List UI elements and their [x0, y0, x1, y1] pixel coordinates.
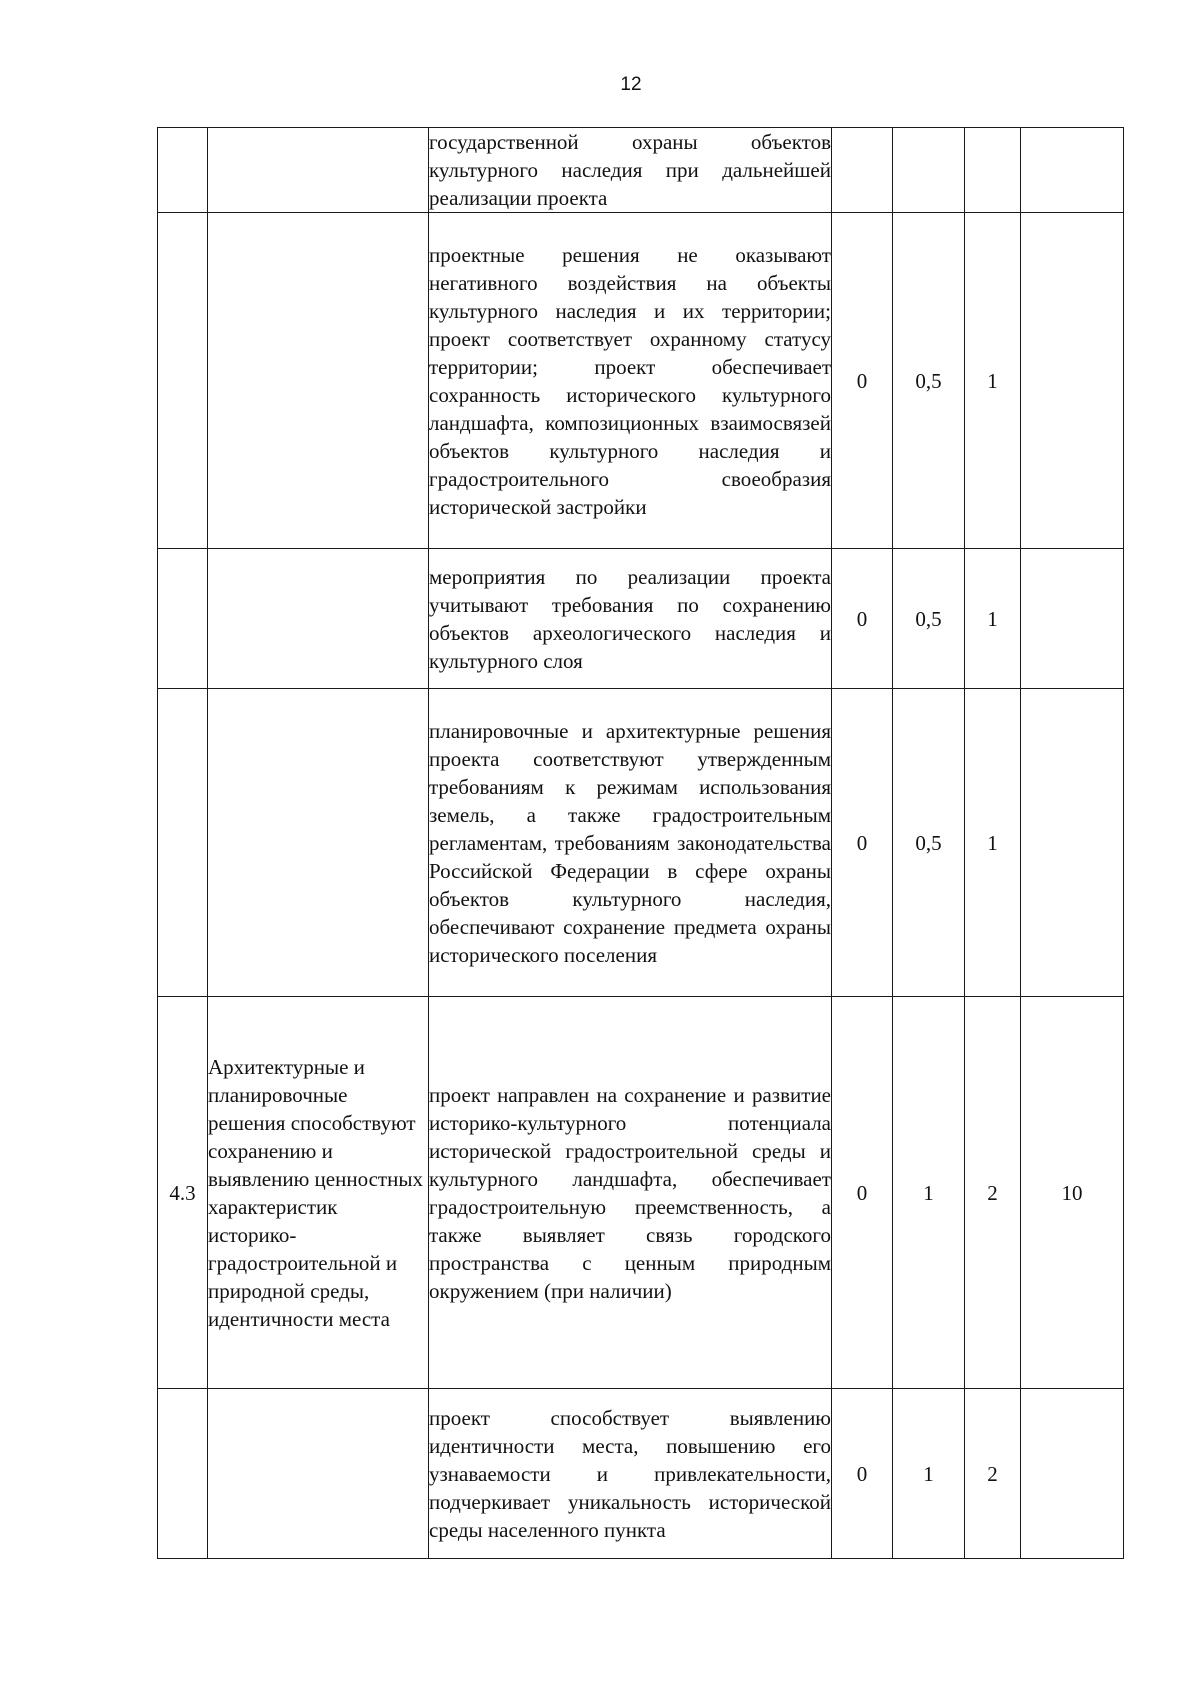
score-min: 0	[832, 1389, 893, 1559]
criterion-description: проект направлен на сохранение и развитие историко-культурного потенциала исторической градостроительной среды и культурного ландшафта, обеспечивает градостроительную преемственность, а также выявляет связь городского пространства с ценным природным окружением (при наличии)	[429, 997, 832, 1389]
max-points	[1021, 213, 1124, 549]
table-row	[158, 1389, 1124, 1559]
criterion-description: проект способствует выявлению идентичности места, повышению его узнаваемости и привлекательности, подчеркивает уникальность исторической среды населенного пункта	[429, 1389, 832, 1559]
max-points	[1021, 1389, 1124, 1559]
score-min: 0	[832, 213, 893, 549]
score-min	[832, 128, 893, 213]
criterion-name	[208, 213, 429, 549]
score-max	[965, 128, 1021, 213]
max-points	[1021, 549, 1124, 689]
table-row	[158, 549, 1124, 689]
row-number	[158, 549, 208, 689]
table-row	[158, 213, 1124, 549]
row-number	[158, 689, 208, 997]
score-max: 2	[965, 997, 1021, 1389]
score-max: 1	[965, 549, 1021, 689]
score-mid: 1	[893, 997, 965, 1389]
row-number	[158, 213, 208, 549]
max-points	[1021, 128, 1124, 213]
criterion-name: Архитектурные и планировочные решения способствуют сохранению и выявлению ценностных характеристик историко-градостроительной и природной среды, идентичности места	[208, 997, 429, 1389]
score-mid: 0,5	[893, 689, 965, 997]
row-number	[158, 1389, 208, 1559]
criterion-description: мероприятия по реализации проекта учитывают требования по сохранению объектов археологического наследия и культурного слоя	[429, 549, 832, 689]
score-min: 0	[832, 549, 893, 689]
row-number	[158, 128, 208, 213]
score-mid	[893, 128, 965, 213]
criterion-name	[208, 128, 429, 213]
score-max: 1	[965, 689, 1021, 997]
criterion-description: планировочные и архитектурные решения проекта соответствуют утвержденным требованиям к режимам использования земель, а также градостроительным регламентам, требованиям законодательства Российской Федерации в сфере охраны объектов культурного наследия, обеспечивают сохранение предмета охраны исторического поселения	[429, 689, 832, 997]
row-number: 4.3	[158, 997, 208, 1389]
criterion-name	[208, 1389, 429, 1559]
criterion-name	[208, 689, 429, 997]
table-row	[158, 997, 1124, 1389]
max-points	[1021, 689, 1124, 997]
criteria-table	[157, 127, 1124, 1559]
score-min: 0	[832, 997, 893, 1389]
score-mid: 1	[893, 1389, 965, 1559]
score-min: 0	[832, 689, 893, 997]
criterion-description: государственной охраны объектов культурного наследия при дальнейшей реализации проекта	[429, 128, 832, 213]
table-row	[158, 689, 1124, 997]
score-mid: 0,5	[893, 213, 965, 549]
score-max: 1	[965, 213, 1021, 549]
page-number: 12	[620, 74, 642, 95]
max-points: 10	[1021, 997, 1124, 1389]
criterion-description: проектные решения не оказывают негативного воздействия на объекты культурного наследия и их территории; проект соответствует охранному статусу территории; проект обеспечивает сохранность исторического культурного ландшафта, композиционных взаимосвязей объектов культурного наследия и градостроительного своеобразия исторической застройки	[429, 213, 832, 549]
score-max: 2	[965, 1389, 1021, 1559]
table-row	[158, 128, 1124, 213]
score-mid: 0,5	[893, 549, 965, 689]
criterion-name	[208, 549, 429, 689]
